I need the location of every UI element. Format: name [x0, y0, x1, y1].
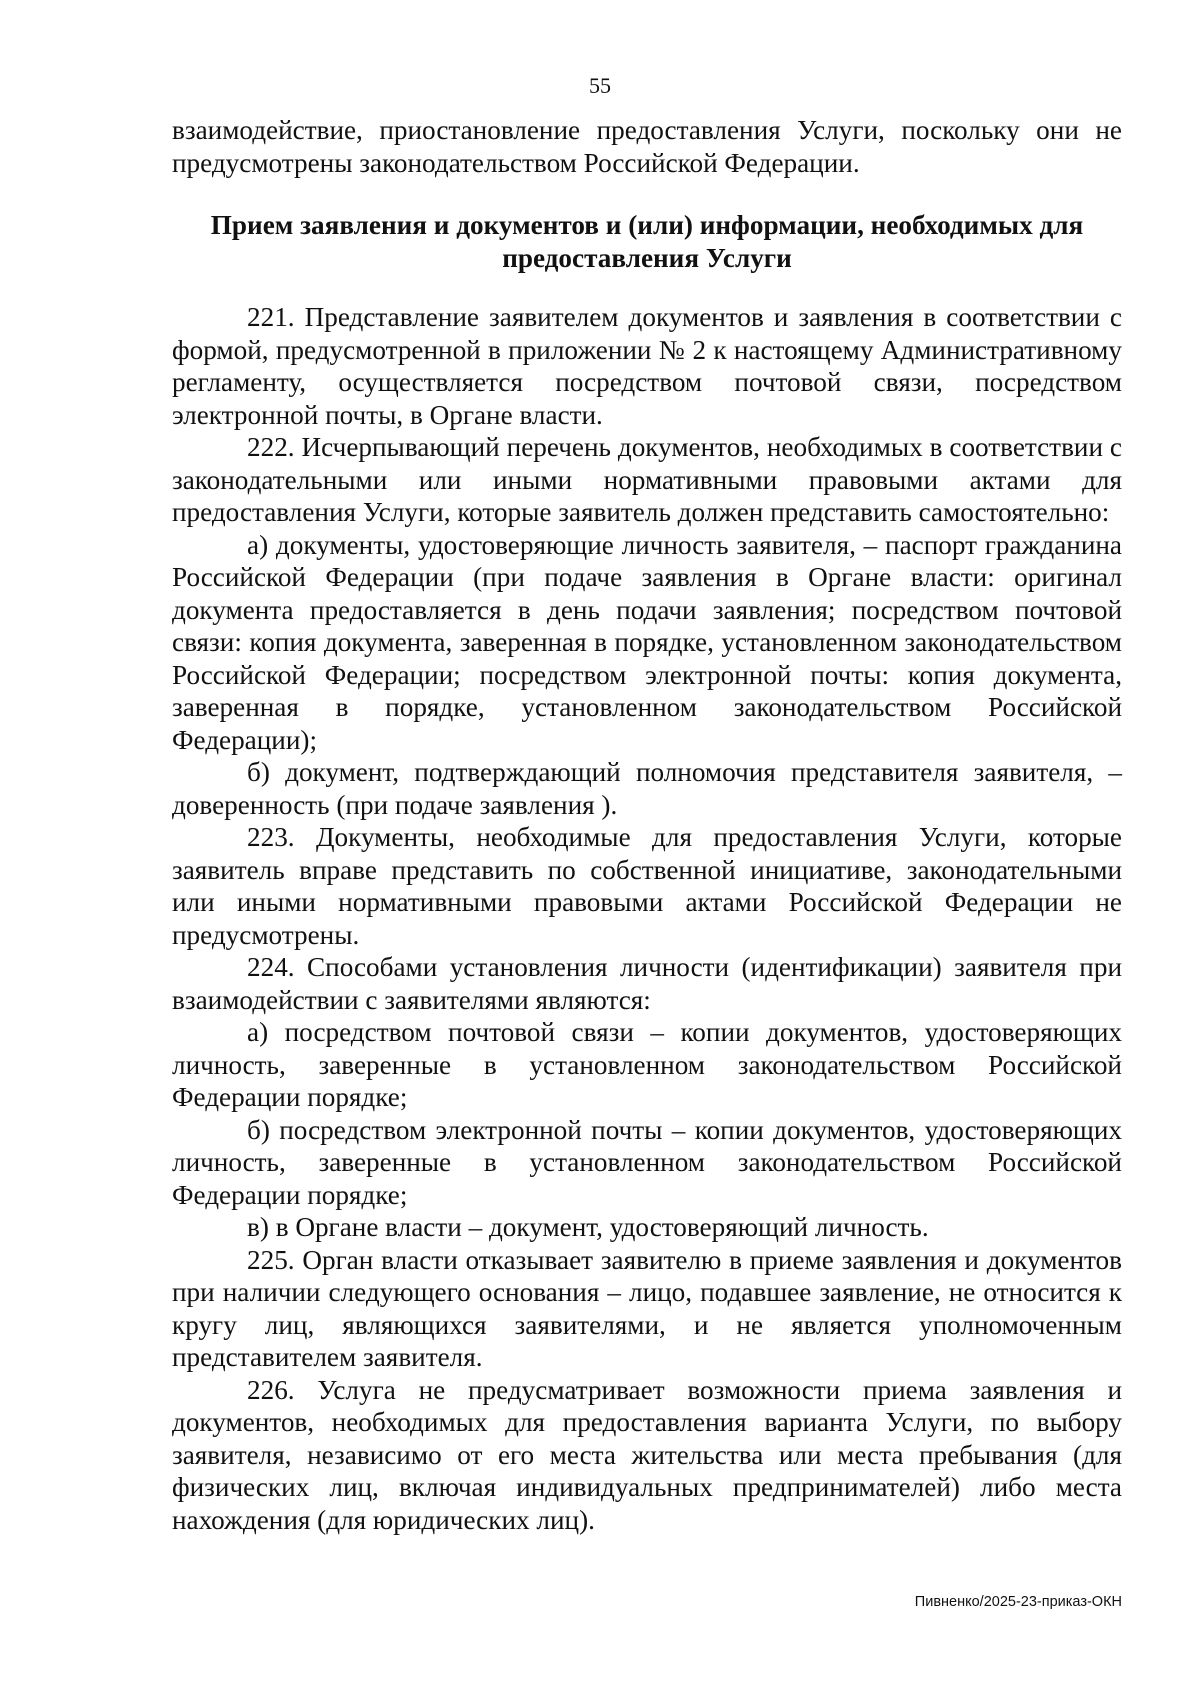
intro-paragraph: взаимодействие, приостановление предоставления Услуги, поскольку они не предусмотрены законодательством Российской Федерации. [172, 115, 1122, 178]
paragraph-222-a: а) документы, удостоверяющие личность заявителя, – паспорт гражданина Российской Федерации (при подаче заявления в Органе власти: оригинал документа предоставляется в день подачи заявления; посредством почтовой связи: копия документа, заверенная в порядке, установленном законодательством Российской Федерации; посредством электронной почты: копия документа, заверенная в порядке, установленном законодательством Российской Федерации); [172, 529, 1122, 755]
paragraph-224-a: а) посредством почтовой связи – копии документов, удостоверяющих личность, заверенные в установленном законодательством Российской Федерации порядке; [172, 1017, 1122, 1112]
paragraph-224: 224. Способами установления личности (идентификации) заявителя при взаимодействии с заявителями являются: [172, 952, 1122, 1015]
document-footer-code: Пивненко/2025-23-приказ-ОКН [914, 1594, 1122, 1610]
page-number: 55 [589, 73, 611, 98]
paragraph-224-v: в) в Органе власти – документ, удостоверяющий личность. [247, 1212, 929, 1242]
paragraph-222-b: б) документ, подтверждающий полномочия представителя заявителя, – доверенность (при подаче заявления ). [172, 757, 1122, 820]
paragraph-222: 222. Исчерпывающий перечень документов, необходимых в соответствии с законодательными или иными нормативными правовыми актами для предоставления Услуги, которые заявитель должен представить самостоятельно: [172, 432, 1122, 527]
paragraph-221: 221. Представление заявителем документов и заявления в соответствии с формой, предусмотренной в приложении № 2 к настоящему Административному регламенту, осуществляется посредством почтовой связи, посредством электронной почты, в Органе власти. [172, 302, 1122, 430]
section-heading: Прием заявления и документов и (или) информации, необходимых для предоставления Услуги [210, 210, 1084, 273]
paragraph-225: 225. Орган власти отказывает заявителю в приеме заявления и документов при наличии следующего основания – лицо, подавшее заявление, не относится к кругу лиц, являющихся заявителями, и не является уполномоченным представителем заявителя. [172, 1244, 1122, 1372]
paragraph-223: 223. Документы, необходимые для предоставления Услуги, которые заявитель вправе представить по собственной инициативе, законодательными или иными нормативными правовыми актами Российской Федерации не предусмотрены. [172, 822, 1122, 950]
document-body [172, 114, 1122, 1536]
paragraph-224-b: б) посредством электронной почты – копии документов, удостоверяющих личность, заверенные в установленном законодательством Российской Федерации порядке; [172, 1114, 1122, 1210]
paragraph-226: 226. Услуга не предусматривает возможности приема заявления и документов, необходимых для предоставления варианта Услуги, по выбору заявителя, независимо от его места жительства или места пребывания (для физических лиц, включая индивидуальных предпринимателей) либо места нахождения (для юридических лиц). [172, 1374, 1122, 1535]
